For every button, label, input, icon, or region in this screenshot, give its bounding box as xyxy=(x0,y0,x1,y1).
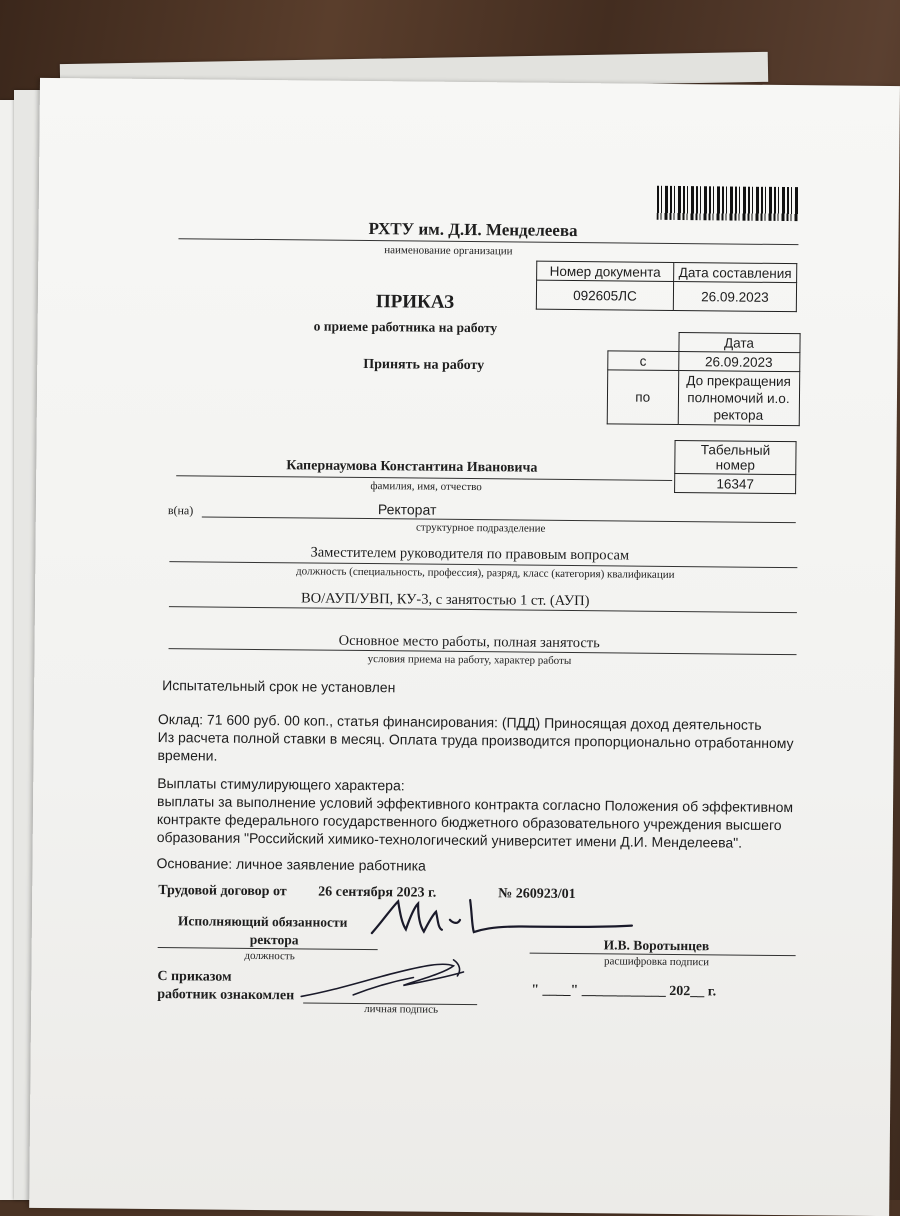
period-from-label: с xyxy=(608,351,679,371)
position-value: Заместителем руководителя по правовым вопросам xyxy=(310,544,630,564)
period-date-header: Дата xyxy=(678,333,799,353)
contract-label: Трудовой договор от xyxy=(158,883,287,900)
doc-number-value: 092605ЛС xyxy=(536,280,673,310)
bonus-line-2: выплаты за выполнение условий эффективного контракта согласно Положения об эффективном xyxy=(157,793,794,816)
probation-text: Испытательный срок не установлен xyxy=(162,677,396,696)
doc-number-table xyxy=(536,261,797,313)
page-subtitle: о приеме работника на работу xyxy=(313,318,498,336)
conditions-caption: условия приема на работу, характер работы xyxy=(367,653,572,667)
barcode xyxy=(657,186,799,221)
signer-position-caption: должность xyxy=(244,949,295,963)
doc-date-header: Дата составления xyxy=(674,262,797,282)
basis-text: Основание: личное заявление работника xyxy=(156,855,426,874)
contract-number: № 260923/01 xyxy=(498,886,576,903)
bonus-line-3: контракте федерального государственного бюджетного образовательного учреждения высшего xyxy=(156,811,782,834)
org-name: РХТУ им. Д.И. Менделеева xyxy=(368,219,578,241)
signer-position-line-2: ректора xyxy=(249,931,299,948)
doc-number-header: Номер документа xyxy=(537,261,674,281)
doc-date-value: 26.09.2023 xyxy=(673,281,796,311)
position-caption: должность (специальность, профессия), разряд, класс (категория) квалификации xyxy=(296,565,675,581)
page-title: ПРИКАЗ xyxy=(375,291,455,313)
signer-name: И.В. Воротынцев xyxy=(603,937,710,954)
hire-label: Принять на работу xyxy=(363,356,485,374)
tab-number-table xyxy=(674,440,797,494)
rector-signature xyxy=(362,889,643,952)
org-caption: наименование организации xyxy=(384,244,513,258)
employee-caption: фамилия, имя, отчество xyxy=(370,480,482,494)
ack-signature-caption: личная подпись xyxy=(364,1003,439,1016)
ack-line-1: С приказом xyxy=(157,969,232,985)
tab-number-value: 16347 xyxy=(675,473,796,493)
employee-signature xyxy=(293,950,494,1012)
period-to-label: по xyxy=(607,370,678,425)
document-sheet xyxy=(29,78,900,1216)
period-from-value: 26.09.2023 xyxy=(678,352,799,372)
employee-name: Капернаумова Константина Ивановича xyxy=(286,458,538,476)
conditions-value: Основное место работы, полная занятость xyxy=(338,632,600,652)
contract-date: 26 сентября 2023 г. xyxy=(318,884,437,901)
period-to-value: До прекращения полномочий и.о. ректора xyxy=(678,371,800,426)
signer-name-caption: расшифровка подписи xyxy=(604,955,710,969)
salary-line-1: Оклад: 71 600 руб. 00 коп., статья финансирования: (ПДД) Приносящая доход деятельность xyxy=(157,711,762,733)
ack-line-2: работник ознакомлен xyxy=(157,987,295,1004)
signer-position-line-1: Исполняющий обязанности xyxy=(177,913,348,930)
department-caption: структурное подразделение xyxy=(415,521,546,535)
department-prefix: в(на) xyxy=(167,503,194,518)
salary-line-2: Из расчета полной ставки в месяц. Оплата труда производится пропорционально отработанному xyxy=(157,729,794,752)
ack-date: " ____" ____________ 202__ г. xyxy=(531,982,717,1000)
salary-line-3: времени. xyxy=(157,747,218,764)
bonus-line-1: Выплаты стимулирующего характера: xyxy=(157,775,405,794)
bonus-line-4: образования "Российский химико-технологический университет имени Д.И. Менделеева". xyxy=(156,829,743,851)
period-table xyxy=(607,331,800,426)
qualification-value: ВО/АУП/УВП, КУ-3, с занятостью 1 ст. (АУП) xyxy=(300,590,590,610)
department-value: Ректорат xyxy=(377,501,437,518)
tab-number-header: Табельный номер xyxy=(675,440,796,474)
